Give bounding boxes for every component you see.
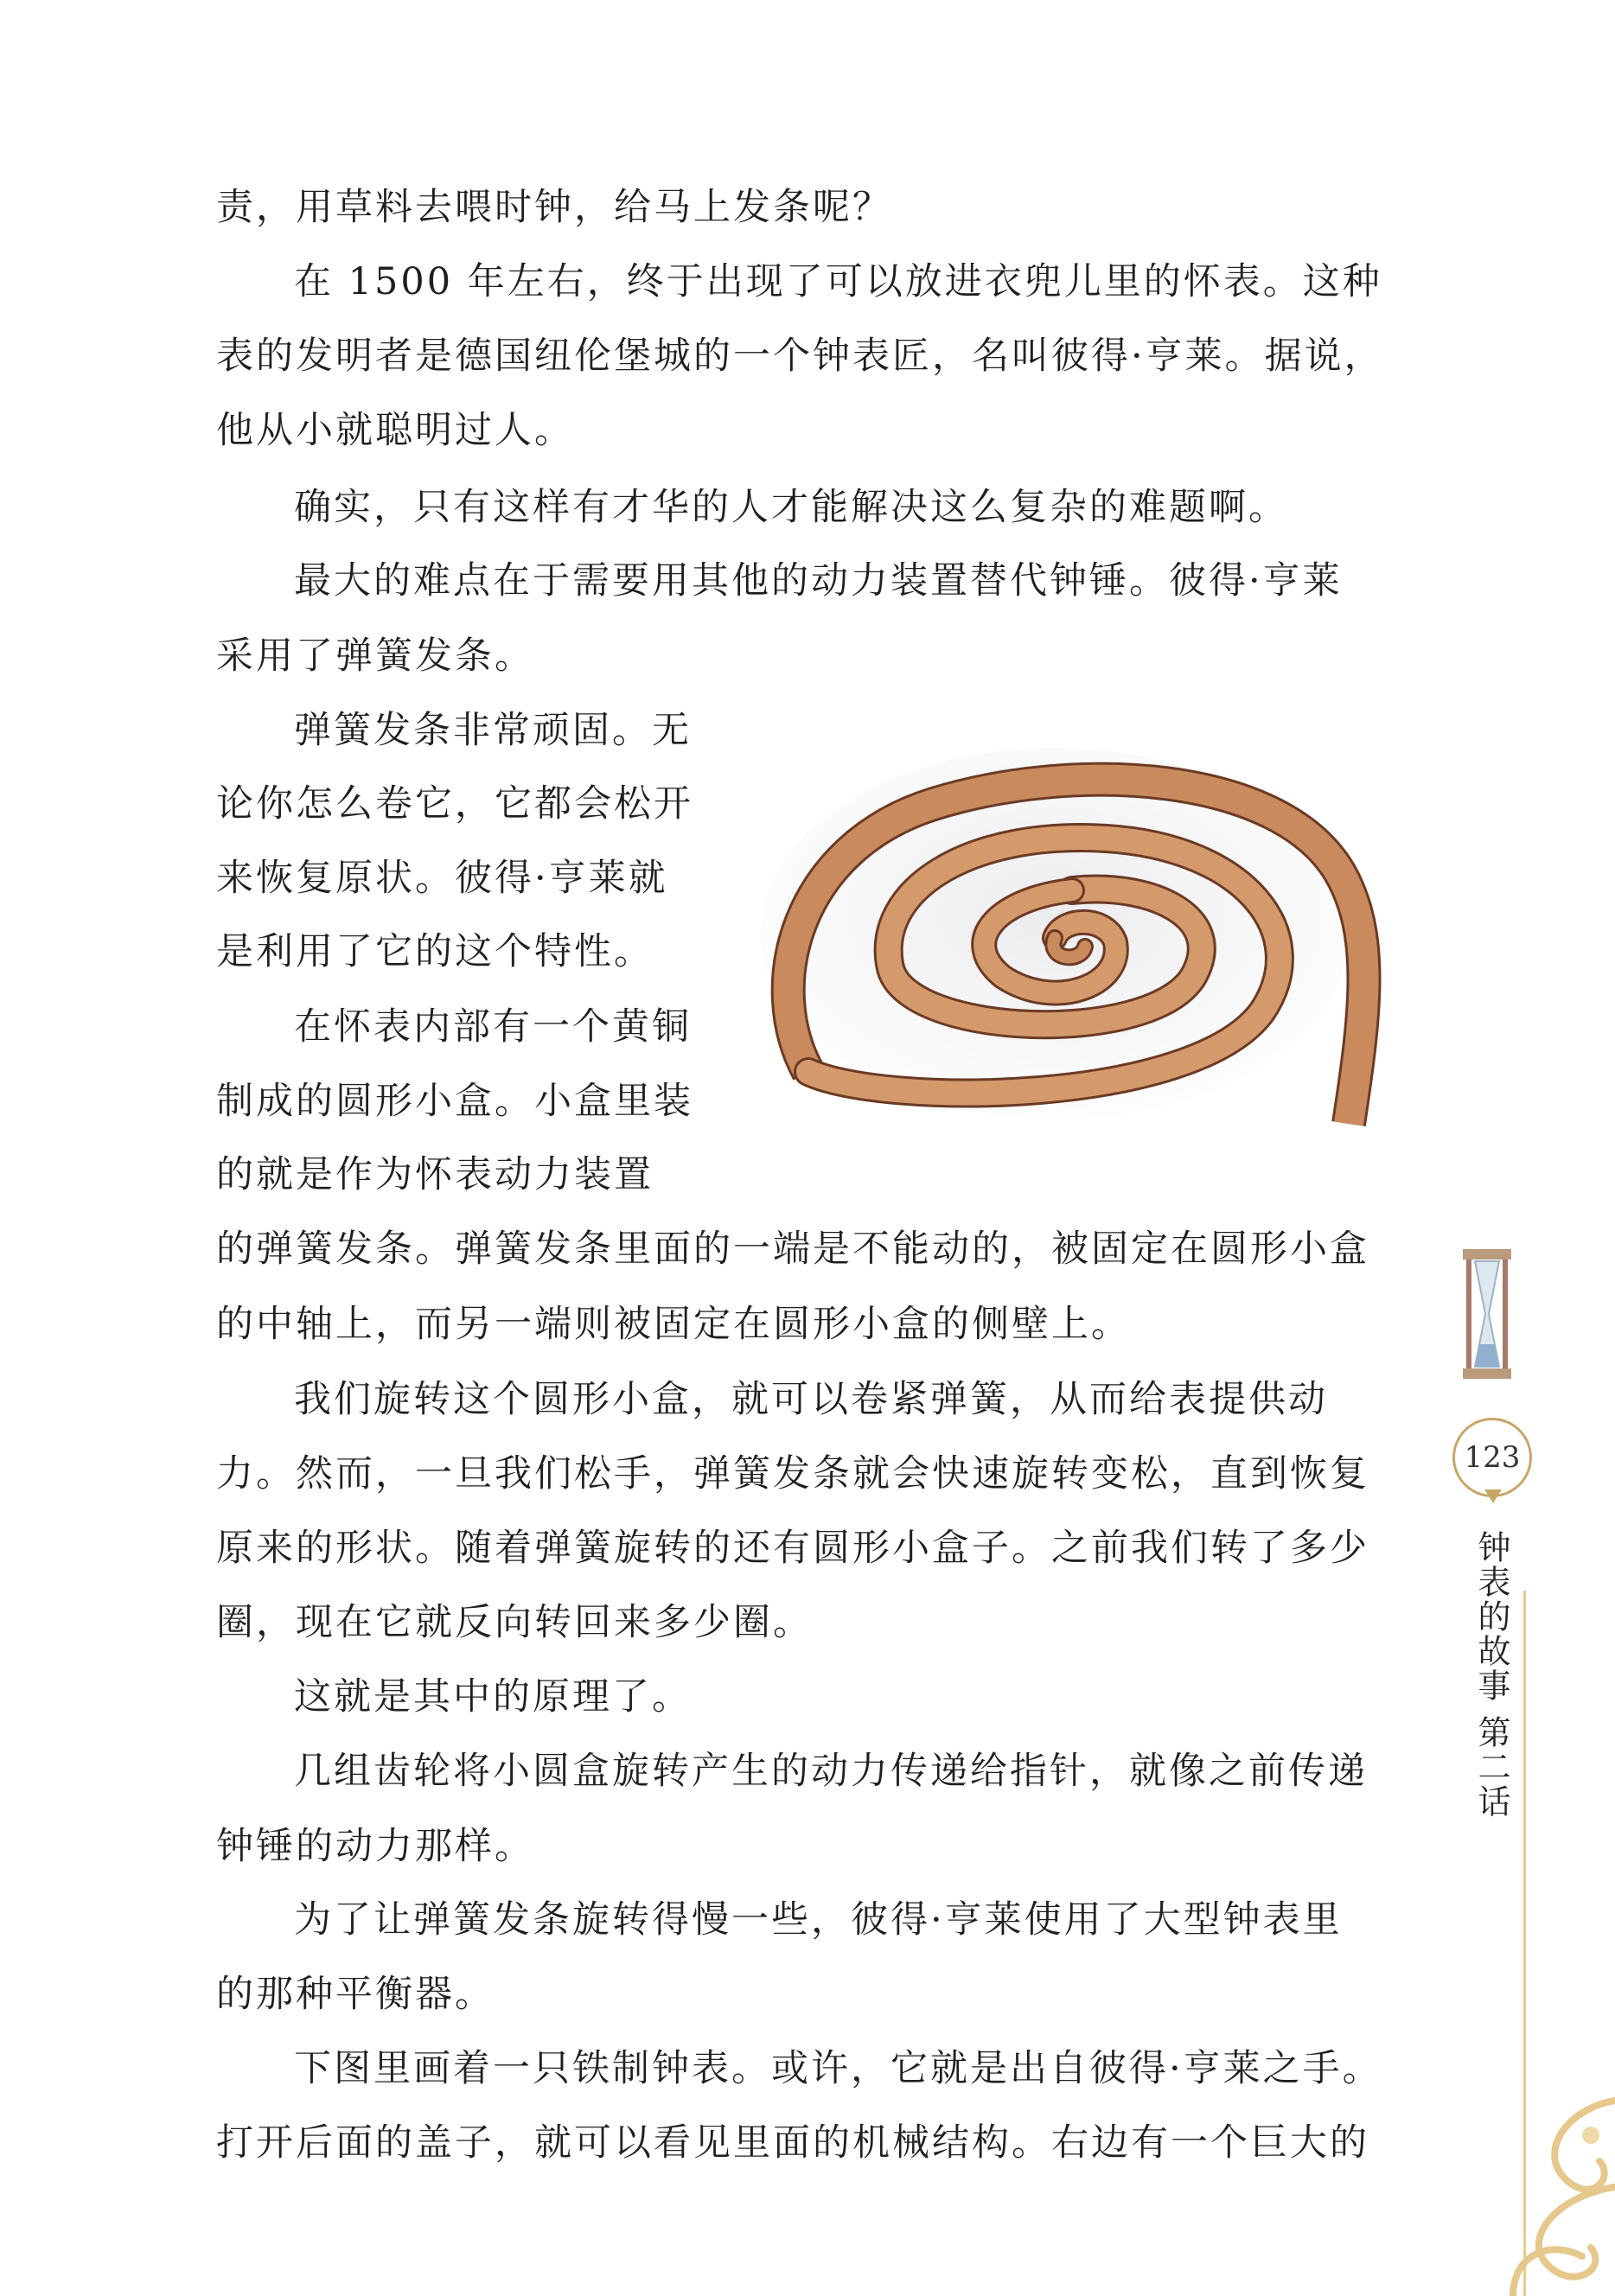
text-line: 制成的圆形小盒。小盒里装 bbox=[216, 1080, 693, 1123]
corner-ornament bbox=[1461, 2083, 1615, 2296]
text-line: 采用了弹簧发条。 bbox=[216, 635, 534, 678]
text-line: 的弹簧发条。弹簧发条里面的一端是不能动的，被固定在圆形小盒 bbox=[216, 1228, 1369, 1271]
page-badge-tail bbox=[1484, 1489, 1502, 1503]
text-line: 确实，只有这样有才华的人才能解决这么复杂的难题啊。 bbox=[294, 486, 1288, 529]
text-line: 在 1500 年左右，终于出现了可以放进衣兜儿里的怀表。这种 bbox=[294, 260, 1382, 303]
text-line: 力。然而，一旦我们松手，弹簧发条就会快速旋转变松，直到恢复 bbox=[216, 1452, 1369, 1496]
text-line: 几组齿轮将小圆盒旋转产生的动力传递给指针，就像之前传递 bbox=[294, 1750, 1368, 1793]
text-line: 论你怎么卷它，它都会松开 bbox=[216, 782, 693, 826]
text-line: 圈，现在它就反向转回来多少圈。 bbox=[216, 1601, 813, 1644]
spiral-spring-illustration bbox=[744, 726, 1383, 1158]
text-line: 钟锤的动力那样。 bbox=[216, 1825, 534, 1868]
text-line: 我们旋转这个圆形小盒，就可以卷紧弹簧，从而给表提供动 bbox=[294, 1378, 1328, 1421]
text-line: 为了让弹簧发条旋转得慢一些，彼得·亨莱使用了大型钟表里 bbox=[294, 1898, 1343, 1942]
text-line: 的那种平衡器。 bbox=[216, 1973, 495, 2016]
text-line: 的中轴上，而另一端则被固定在圆形小盒的侧壁上。 bbox=[216, 1303, 1131, 1346]
text-line: 这就是其中的原理了。 bbox=[294, 1675, 692, 1719]
text-line: 下图里画着一只铁制钟表。或许，它就是出自彼得·亨莱之手。 bbox=[294, 2047, 1382, 2090]
text-line: 原来的形状。随着弹簧旋转的还有圆形小盒子。之前我们转了多少 bbox=[216, 1527, 1369, 1570]
text-line: 最大的难点在于需要用其他的动力装置替代钟锤。彼得·亨莱 bbox=[294, 559, 1343, 603]
hourglass-icon bbox=[1461, 1249, 1513, 1379]
text-line: 的就是作为怀表动力装置 bbox=[216, 1153, 654, 1196]
text-line: 他从小就聪明过人。 bbox=[216, 409, 574, 452]
text-line: 来恢复原状。彼得·亨莱就 bbox=[216, 857, 668, 900]
text-line: 弹簧发条非常顽固。无 bbox=[294, 709, 692, 752]
chapter-title: 钟表的故事 第二话 bbox=[1472, 1530, 1510, 1820]
text-line: 打开后面的盖子，就可以看见里面的机械结构。右边有一个巨大的 bbox=[216, 2121, 1369, 2165]
page-number-badge: 123 bbox=[1452, 1418, 1532, 1497]
text-line: 表的发明者是德国纽伦堡城的一个钟表匠，名叫彼得·亨莱。据说， bbox=[216, 335, 1384, 378]
text-line: 责，用草料去喂时钟，给马上发条呢？ bbox=[216, 186, 892, 229]
text-line: 在怀表内部有一个黄铜 bbox=[294, 1005, 692, 1049]
text-line: 是利用了它的这个特性。 bbox=[216, 930, 654, 973]
